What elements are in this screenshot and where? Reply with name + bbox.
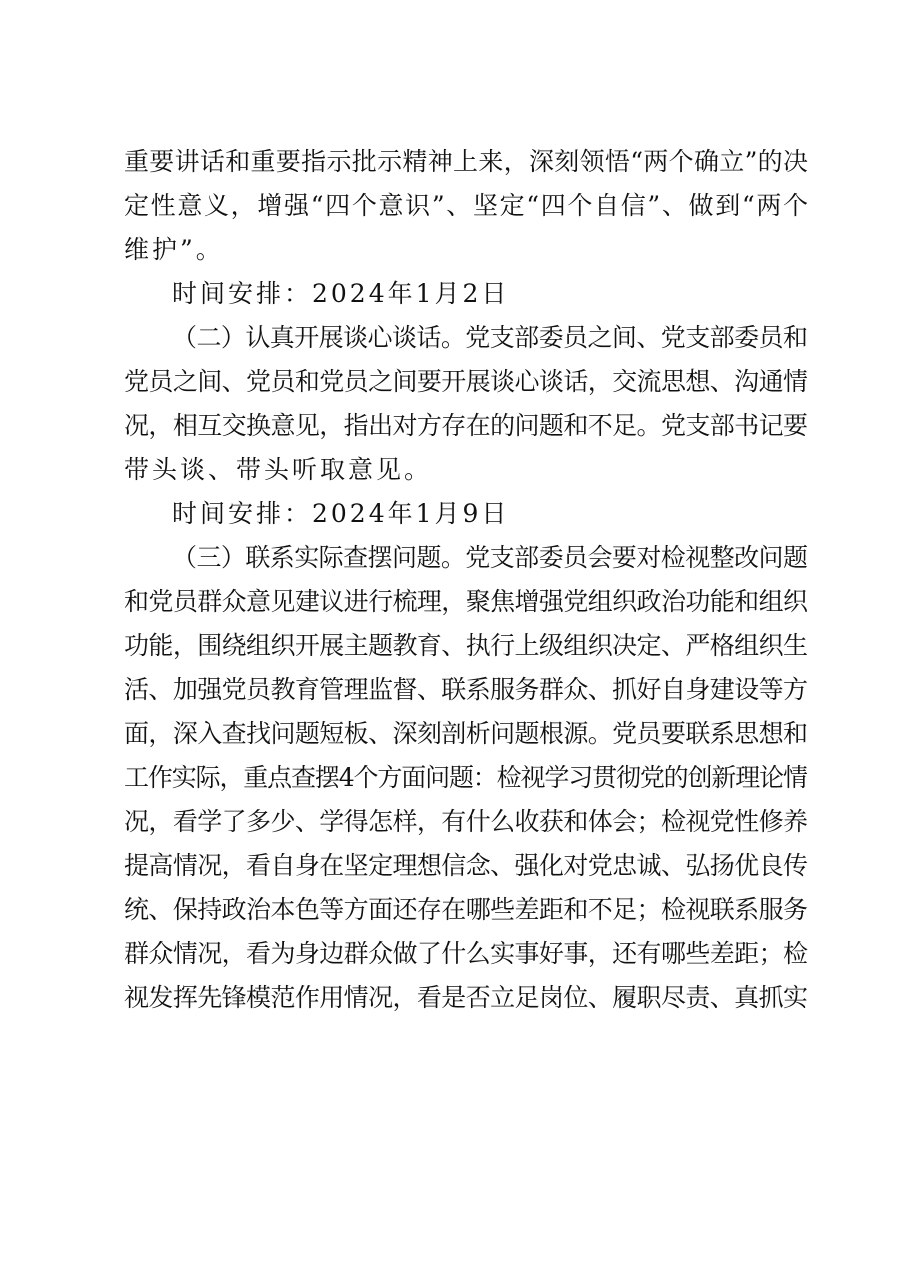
text-line: 活、加强党员教育管理监督、联系服务群众、抓好自身建设等方 [124,675,808,704]
text-line: 党员之间、党员和党员之间要开展谈心谈话，交流思想、沟通情 [124,367,808,396]
text-line: 视发挥先锋模范作用情况，看是否立足岗位、履职尽责、真抓实 [124,983,808,1012]
text-line: 群众情况，看为身边群众做了什么实事好事，还有哪些差距；检 [124,939,808,968]
section-heading-line: （二）认真开展谈心谈话。党支部委员之间、党支部委员和 [172,323,808,352]
text-line: 定性意义，增强“四个意识”、坚定“四个自信”、做到“两个 [124,191,810,220]
text-line: 况，看学了多少、学得怎样，有什么收获和体会；检视党性修养 [124,807,808,836]
schedule-line: 时间安排：2024年1月2日 [172,279,510,308]
text-line: 统、保持政治本色等方面还存在哪些差距和不足；检视联系服务 [124,895,808,924]
document-body [124,140,808,1020]
text-line: 和党员群众意见建议进行梳理，聚焦增强党组织政治功能和组织 [124,587,808,616]
text-line: 况，相互交换意见，指出对方存在的问题和不足。党支部书记要 [124,411,808,440]
text-line: 提高情况，看自身在坚定理想信念、强化对党忠诚、弘扬优良传 [124,851,808,880]
schedule-line: 时间安排：2024年1月9日 [172,499,510,528]
text-line: 工作实际，重点查摆4个方面问题：检视学习贯彻党的创新理论情 [124,763,807,792]
text-line: 重要讲话和重要指示批示精神上来，深刻领悟“两个确立”的决 [124,147,809,176]
text-line: 维护”。 [124,235,224,264]
text-line: 带头谈、带头听取意见。 [124,455,433,484]
text-line: 面，深入查找问题短板、深刻剖析问题根源。党员要联系思想和 [124,719,808,748]
section-heading-line: （三）联系实际查摆问题。党支部委员会要对检视整改问题 [172,543,808,572]
text-line: 功能，围绕组织开展主题教育、执行上级组织决定、严格组织生 [124,631,808,660]
